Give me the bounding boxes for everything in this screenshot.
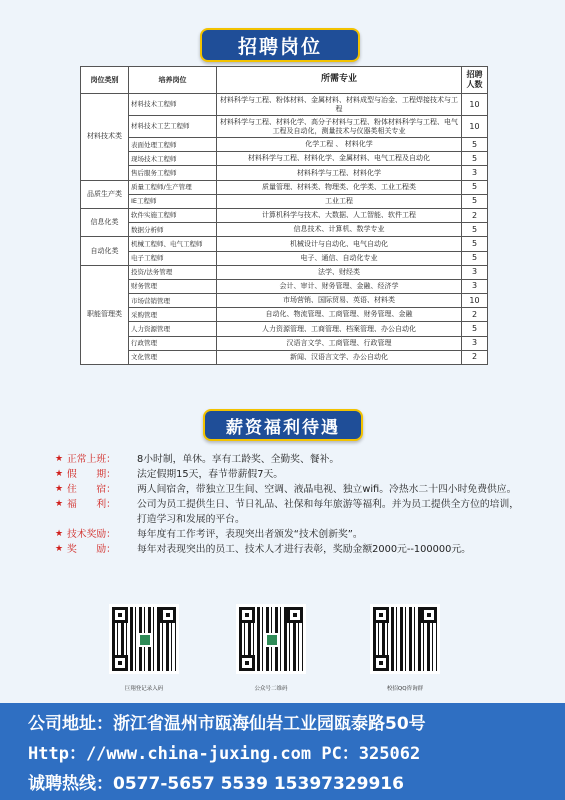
position-cell: 文化管理 bbox=[129, 350, 217, 364]
position-cell: 材料技术工程师 bbox=[129, 94, 217, 116]
position-cell: IE工程师 bbox=[129, 194, 217, 208]
requirement-cell: 材料科学与工程、粉体材料、金属材料、材料成型与冶金、工程焊接技术与工程 bbox=[217, 94, 462, 116]
requirement-cell: 质量管理、材料类、物理类、化学类、工业工程类 bbox=[217, 180, 462, 194]
benefit-label: 假 期： bbox=[67, 469, 116, 480]
table-row bbox=[81, 294, 488, 308]
star-icon: ★ bbox=[55, 529, 64, 539]
position-cell: 售后服务工程师 bbox=[129, 166, 217, 180]
requirement-cell: 市场营销、国际贸易、英语、材料类 bbox=[217, 294, 462, 308]
benefit-text: 法定假期15天，春节带薪假7天。 bbox=[137, 469, 284, 480]
benefit-item bbox=[55, 542, 525, 557]
count-cell: 5 bbox=[462, 223, 488, 237]
count-cell: 2 bbox=[462, 308, 488, 322]
position-cell: 现场技术工程师 bbox=[129, 152, 217, 166]
recruitment-hotline: 诚聘热线：0577-5657 5539 15397329916 bbox=[28, 774, 404, 794]
benefit-text: 每年对表现突出的员工、技术人才进行表彰，奖励金额2000元--100000元。 bbox=[137, 544, 471, 555]
count-cell: 2 bbox=[462, 208, 488, 222]
benefit-item bbox=[55, 482, 525, 497]
company-website[interactable]: Http：//www.china-juxing.com PC：325062 bbox=[28, 744, 421, 764]
requirement-cell: 计算机科学与技术、大数据、人工智能、软件工程 bbox=[217, 208, 462, 222]
requirement-cell: 新闻、汉语言文学、办公自动化 bbox=[217, 350, 462, 364]
position-cell: 人力资源管理 bbox=[129, 322, 217, 336]
requirement-cell: 化学工程 、 材料化学 bbox=[217, 138, 462, 152]
count-cell: 10 bbox=[462, 116, 488, 138]
position-cell: 采购管理 bbox=[129, 308, 217, 322]
benefits-list bbox=[55, 452, 525, 557]
positions-table-wrap bbox=[80, 66, 488, 365]
qr-code-registration[interactable] bbox=[109, 604, 179, 674]
position-cell: 数据分析师 bbox=[129, 223, 217, 237]
col-header-category: 岗位类别 bbox=[81, 67, 129, 94]
table-row bbox=[81, 223, 488, 237]
requirement-cell: 电子、通信、自动化专业 bbox=[217, 251, 462, 265]
table-row bbox=[81, 180, 488, 194]
requirement-cell: 工业工程 bbox=[217, 194, 462, 208]
position-cell: 软件实施工程师 bbox=[129, 208, 217, 222]
benefit-item bbox=[55, 497, 525, 527]
qr-caption-official-account: 公众号二维码 bbox=[254, 686, 288, 692]
col-header-count: 招聘人数 bbox=[462, 67, 488, 94]
position-cell: 材料技术工艺工程师 bbox=[129, 116, 217, 138]
count-cell: 3 bbox=[462, 336, 488, 350]
position-cell: 投资/法务管理 bbox=[129, 265, 217, 279]
qr-code-official-account[interactable] bbox=[236, 604, 306, 674]
table-row bbox=[81, 94, 488, 116]
count-cell: 5 bbox=[462, 251, 488, 265]
qr-code-area bbox=[0, 604, 565, 699]
count-cell: 5 bbox=[462, 322, 488, 336]
requirement-cell: 机械设计与自动化、电气自动化 bbox=[217, 237, 462, 251]
requirement-cell: 材料科学与工程、材料化学、高分子材料与工程、粉体材料科学与工程、电气工程及自动化，测量技术与仪器类相关专业 bbox=[217, 116, 462, 138]
qr-caption-qq-group: 校招QQ咨询群 bbox=[386, 686, 424, 692]
position-cell: 表面处理工程师 bbox=[129, 138, 217, 152]
count-cell: 3 bbox=[462, 166, 488, 180]
table-row bbox=[81, 251, 488, 265]
table-row bbox=[81, 279, 488, 293]
benefit-text: 8小时制，单休。享有工龄奖、全勤奖、餐补。 bbox=[137, 454, 340, 465]
benefit-label: 住 宿： bbox=[67, 484, 116, 495]
count-cell: 5 bbox=[462, 138, 488, 152]
requirement-cell: 汉语言文学、工商管理、行政管理 bbox=[217, 336, 462, 350]
table-row bbox=[81, 237, 488, 251]
benefit-item bbox=[55, 527, 525, 542]
benefit-text: 公司为员工提供生日、节日礼品、社保和每年旅游等福利。并为员工提供全方位的培训，打造学习和发展的平台。 bbox=[137, 499, 520, 525]
position-cell: 质量工程师/生产管理 bbox=[129, 180, 217, 194]
count-cell: 5 bbox=[462, 194, 488, 208]
count-cell: 3 bbox=[462, 265, 488, 279]
star-icon: ★ bbox=[55, 454, 64, 464]
table-row bbox=[81, 308, 488, 322]
benefit-item bbox=[55, 467, 525, 482]
table-row bbox=[81, 265, 488, 279]
count-cell: 5 bbox=[462, 152, 488, 166]
benefit-text: 两人间宿舍，带独立卫生间、空调、液晶电视、独立wifi。冷热水二十四小时免费供应。 bbox=[137, 484, 517, 495]
count-cell: 10 bbox=[462, 94, 488, 116]
table-row bbox=[81, 166, 488, 180]
position-cell: 电子工程师 bbox=[129, 251, 217, 265]
benefit-item bbox=[55, 452, 525, 467]
requirement-cell: 材料科学与工程、材料化学、金属材料、电气工程及自动化 bbox=[217, 152, 462, 166]
table-row bbox=[81, 152, 488, 166]
benefit-text: 每年度有工作考评，表现突出者颁发“技术创新奖”。 bbox=[137, 529, 363, 540]
star-icon: ★ bbox=[55, 484, 64, 494]
table-row bbox=[81, 194, 488, 208]
requirement-cell: 材料科学与工程、材料化学 bbox=[217, 166, 462, 180]
table-row bbox=[81, 322, 488, 336]
benefit-label: 技术奖励： bbox=[67, 529, 116, 540]
table-row bbox=[81, 336, 488, 350]
category-cell: 品质生产类 bbox=[81, 180, 129, 208]
table-row bbox=[81, 116, 488, 138]
position-cell: 市场营销管理 bbox=[129, 294, 217, 308]
benefits-title-banner bbox=[203, 409, 363, 441]
count-cell: 3 bbox=[462, 279, 488, 293]
contact-footer bbox=[0, 703, 565, 800]
position-cell: 行政管理 bbox=[129, 336, 217, 350]
requirement-cell: 人力资源管理、工商管理、档案管理、办公自动化 bbox=[217, 322, 462, 336]
col-header-requirement: 所需专业 bbox=[217, 67, 462, 94]
qr-caption-registration: 巨翔登记录入码 bbox=[124, 686, 164, 692]
star-icon: ★ bbox=[55, 469, 64, 479]
requirement-cell: 会计、审计、财务管理、金融、经济学 bbox=[217, 279, 462, 293]
position-cell: 机械工程师、电气工程师 bbox=[129, 237, 217, 251]
table-row bbox=[81, 208, 488, 222]
positions-table bbox=[80, 66, 488, 365]
company-address: 公司地址：浙江省温州市瓯海仙岩工业园瓯泰路50号 bbox=[28, 714, 426, 734]
requirement-cell: 信息技术、计算机、数学专业 bbox=[217, 223, 462, 237]
position-cell: 财务管理 bbox=[129, 279, 217, 293]
table-row bbox=[81, 350, 488, 364]
count-cell: 5 bbox=[462, 180, 488, 194]
count-cell: 2 bbox=[462, 350, 488, 364]
recruitment-title-banner bbox=[200, 28, 360, 62]
table-row bbox=[81, 138, 488, 152]
category-cell: 自动化类 bbox=[81, 237, 129, 265]
requirement-cell: 自动化、物流管理、工商管理、财务管理、金融 bbox=[217, 308, 462, 322]
category-cell: 信息化类 bbox=[81, 208, 129, 236]
benefits-title: 薪资福利待遇 bbox=[226, 417, 340, 438]
benefit-label: 奖 励： bbox=[67, 544, 116, 555]
category-cell: 材料技术类 bbox=[81, 94, 129, 181]
benefit-label: 福 利： bbox=[67, 499, 116, 510]
recruitment-title: 招聘岗位 bbox=[237, 35, 322, 58]
count-cell: 5 bbox=[462, 237, 488, 251]
requirement-cell: 法学、财经类 bbox=[217, 265, 462, 279]
benefit-label: 正常上班： bbox=[67, 454, 116, 465]
star-icon: ★ bbox=[55, 544, 64, 554]
count-cell: 10 bbox=[462, 294, 488, 308]
star-icon: ★ bbox=[55, 499, 64, 509]
positions-table-body bbox=[81, 94, 488, 365]
qr-code-qq-group[interactable] bbox=[370, 604, 440, 674]
category-cell: 职能管理类 bbox=[81, 265, 129, 364]
col-header-position: 培养岗位 bbox=[129, 67, 217, 94]
